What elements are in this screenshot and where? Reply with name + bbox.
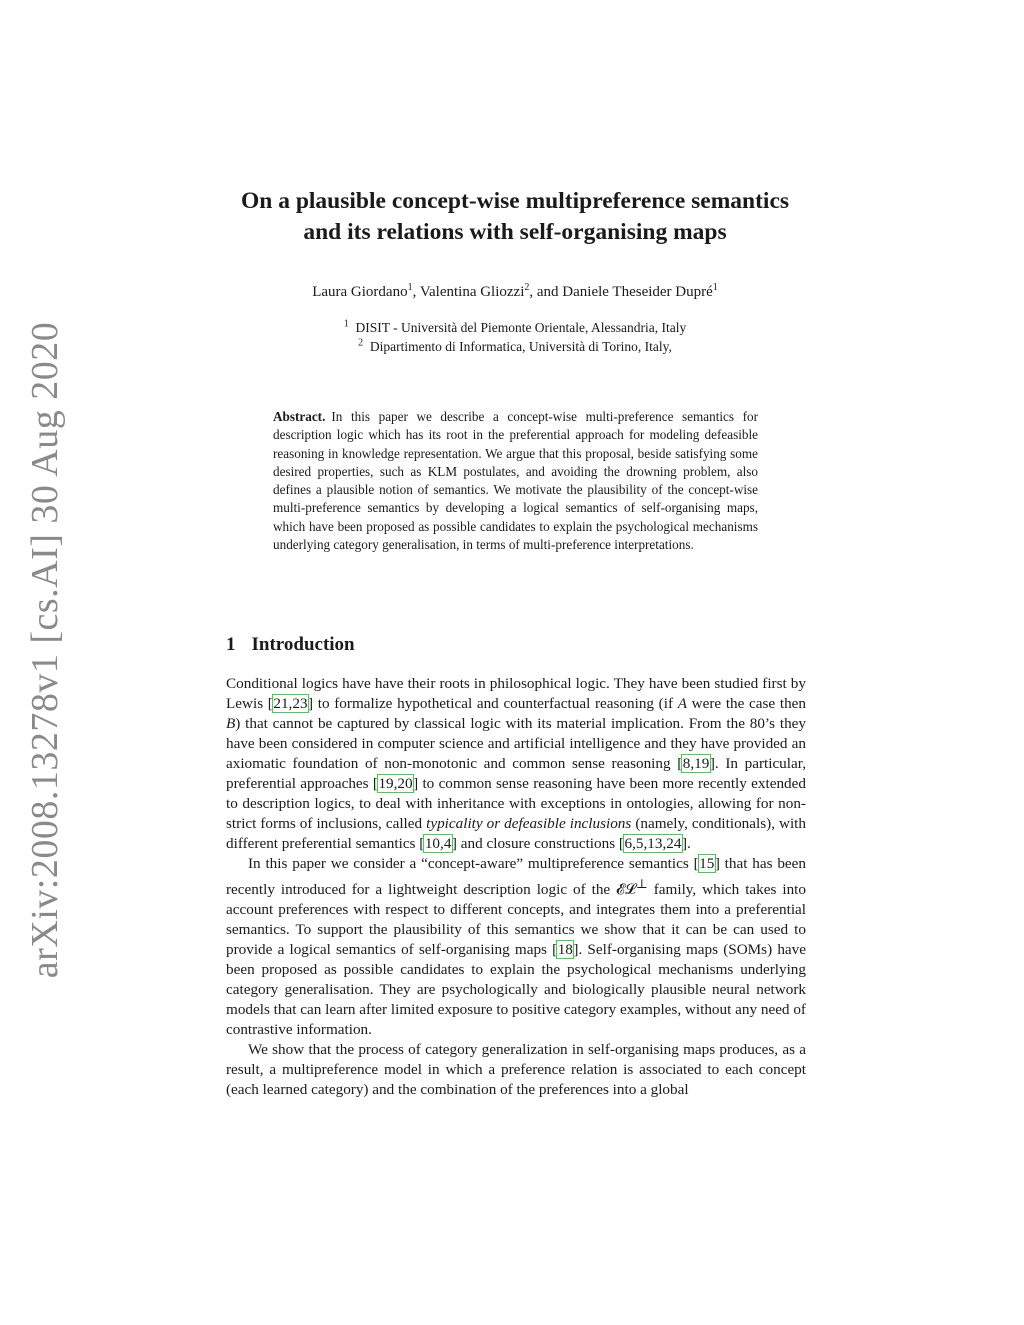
author-separator: , <box>412 284 420 300</box>
author-affiliation-mark: 1 <box>712 282 718 293</box>
arxiv-stamp <box>22 321 68 979</box>
affiliation-2: $^2$ Dipartimento di Informatica, Università di Torino, Italy, <box>358 337 672 354</box>
emphasis-typicality: typicality or defeasible inclusions <box>426 815 632 832</box>
author-affiliation-mark: 1 <box>407 282 413 293</box>
author-name: Daniele Theseider Dupré <box>562 284 713 300</box>
section-heading <box>226 634 355 656</box>
logic-name-sup: ⊥ <box>635 877 648 891</box>
title-line-2: and its relations with self-organising maps <box>303 219 727 245</box>
abstract-label: Abstract. <box>273 409 326 424</box>
citation-link[interactable]: 10,4 <box>424 835 452 852</box>
citation-link[interactable]: 8,19 <box>682 755 710 772</box>
abstract-text: In this paper we describe a concept-wise multi-preference semantics for description logic which has its root in the preferential approach for modeling defeasible reasoning in knowledge representation. We argue that this proposal, beside satisfying some desired properties, such as KLM postulates, and avoiding the drowning problem, also defines a plausible notion of semantics. We motivate the plausibility of the concept-wise multi-preference semantics by developing a logical semantics of self-organising maps, which have been proposed as possible candidates to explain the psychological mechanisms underlying category generalisation, in terms of multi-preference interpretations. <box>273 409 758 553</box>
citation-link[interactable]: 15 <box>699 855 715 872</box>
paragraph-3: We show that the process of category generalization in self-organising maps produces, as a result, a multipreference model in which a preference relation is associated to each concept (each learned category) and the combination of the preferences into a global <box>226 1041 806 1099</box>
citation-link[interactable]: 19,20 <box>378 775 413 792</box>
arxiv-stamp-text: arXiv:2008.13278v1 [cs.AI] 30 Aug 2020 <box>24 321 66 979</box>
author-affiliation-mark: 2 <box>524 282 530 293</box>
abstract <box>273 408 758 554</box>
affiliations <box>200 318 830 356</box>
citation-link[interactable]: 18 <box>557 941 573 959</box>
math-var-b: B <box>226 715 236 732</box>
paragraph-1: Conditional logics have have their roots in philosophical logic. They have been studied first by Lewis [21,23] to formalize hypothetical and counterfactual reasoning (if A were the case then B) that cannot be captured by classical logic with its material implication. From the 80’s they have been considered in computer science and artificial intelligence and they have provided an axiomatic foundation of non-monotonic and common sense reasoning [8,19]. In particular, preferential approaches [19,20] to common sense reasoning have been more recently extended to description logics, to deal with inheritance with exceptions in ontologies, allowing for non-strict forms of inclusions, called typicality or defeasible inclusions (namely, conditionals), with different preferential semantics [10,4] and closure constructions [6,5,13,24]. <box>226 675 807 852</box>
logic-name: 𝓔𝓛 <box>616 881 636 899</box>
author-list <box>200 284 830 301</box>
introduction-body <box>226 674 806 1100</box>
section-title: Introduction <box>251 634 355 655</box>
paper-title <box>200 186 830 248</box>
citation-link[interactable]: 21,23 <box>273 695 308 712</box>
citation-link[interactable]: 6,5,13,24 <box>624 835 682 852</box>
paragraph-2: In this paper we consider a “concept-aware” multipreference semantics [15] that has been recently introduced for a lightweight description logic of the 𝓔𝓛⊥ family, which takes into account preferences with respect to different concepts, and integrates them into a preferential semantics. To support the plausibility of this semantics we show that it can be can used to provide a logical semantics of self-organising maps [18]. Self-organising maps (SOMs) have been proposed as possible candidates to explain the psychological mechanisms underlying category generalisation. They are psychologically and biologically plausible neural network models that can learn after limited exposure to positive category examples, without any need of contrastive information. <box>226 855 806 1039</box>
author-name: Laura Giordano <box>312 284 408 300</box>
author-separator: , and <box>529 284 563 300</box>
affiliation-1: $^1$ DISIT - Università del Piemonte Orientale, Alessandria, Italy <box>343 318 687 335</box>
author-name: Valentina Gliozzi <box>419 284 525 300</box>
math-var-a: A <box>677 695 687 712</box>
title-line-1: On a plausible concept-wise multipreference semantics <box>240 188 790 214</box>
section-number: 1 <box>226 634 236 655</box>
